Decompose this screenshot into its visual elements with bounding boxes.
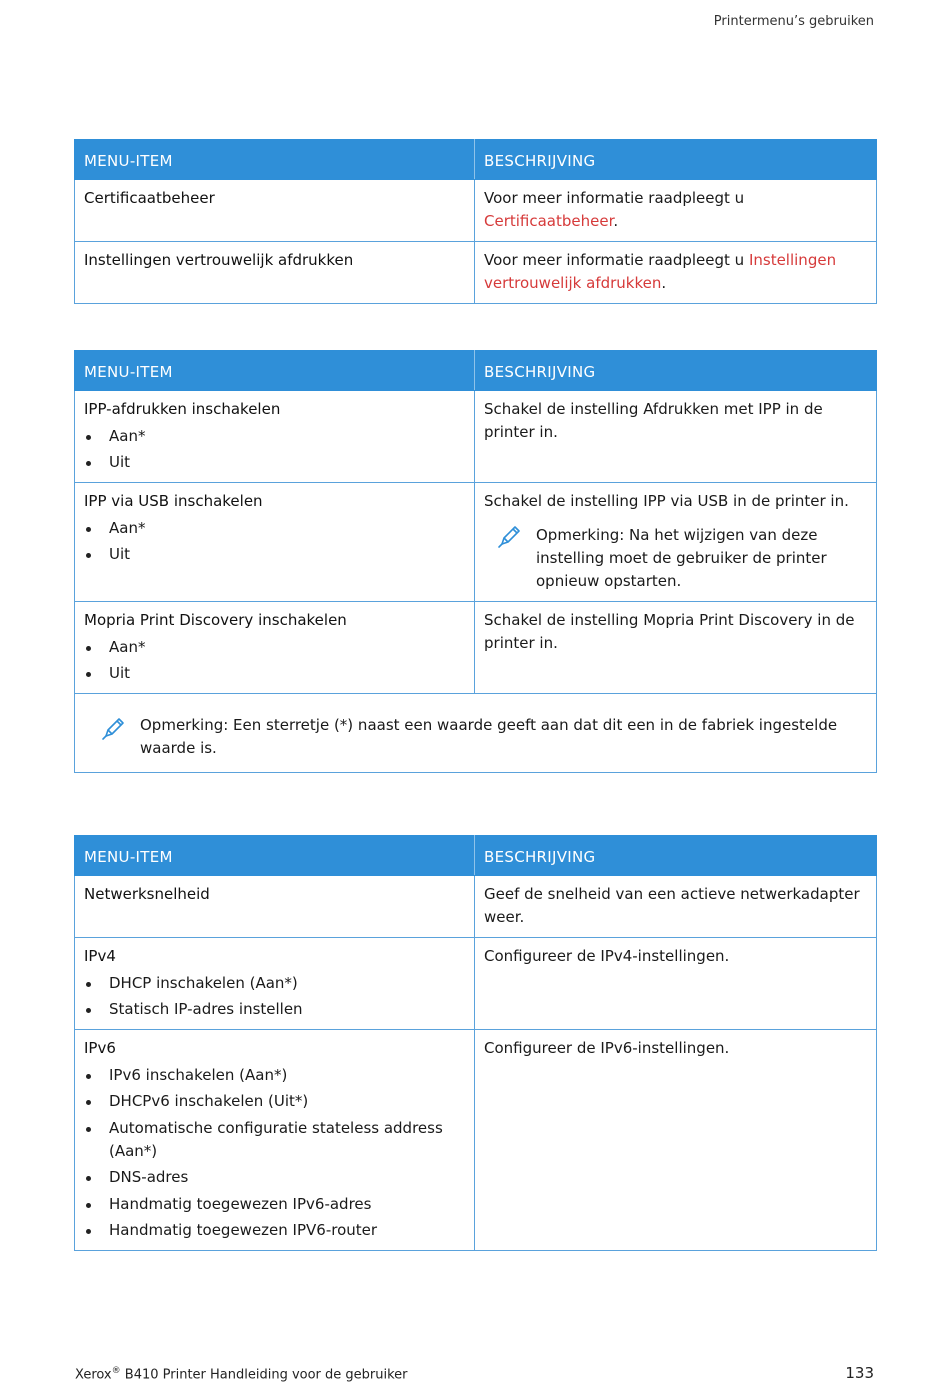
menu-table-network xyxy=(74,835,877,1251)
table-row xyxy=(75,938,877,1030)
menu-item-name: IPP-afdrukken inschakelen xyxy=(84,400,281,418)
description-text: Voor meer informatie raadpleegt u xyxy=(484,251,749,269)
cross-reference-link[interactable]: Instellingen vertrouwelijk afdrukken xyxy=(484,251,837,292)
description-punctuation: . xyxy=(661,274,667,292)
registered-mark: ® xyxy=(111,1366,121,1376)
menu-table-security xyxy=(74,139,877,304)
menu-item-cell xyxy=(75,876,475,938)
note-text: Opmerking: Een sterretje (*) naast een waarde geeft aan dat dit een in de fabriek ingestelde waarde is. xyxy=(140,716,838,757)
table-header-row xyxy=(75,140,877,180)
column-header-description: BESCHRIJVING xyxy=(475,351,877,391)
column-header-description: BESCHRIJVING xyxy=(475,836,877,876)
menu-item-cell xyxy=(75,602,475,694)
description-text: Configureer de IPv4-instellingen. xyxy=(484,947,730,965)
column-header-menu-item: MENU-ITEM xyxy=(75,140,475,180)
table-header-row xyxy=(75,836,877,876)
footer-document-title xyxy=(75,1366,408,1382)
description-cell xyxy=(475,602,877,694)
menu-item-name: Certificaatbeheer xyxy=(84,189,215,207)
option-item: Aan* xyxy=(84,517,465,540)
menu-item-cell xyxy=(75,242,475,304)
column-header-menu-item: MENU-ITEM xyxy=(75,351,475,391)
note-callout xyxy=(88,714,863,760)
column-header-menu-item: MENU-ITEM xyxy=(75,836,475,876)
menu-item-cell xyxy=(75,938,475,1030)
note-text: Opmerking: Na het wijzigen van deze instelling moet de gebruiker de printer opnieuw opstarten. xyxy=(536,526,827,590)
table-header-row xyxy=(75,351,877,391)
menu-item-cell xyxy=(75,180,475,242)
option-list xyxy=(84,425,465,475)
option-item: Uit xyxy=(84,543,465,566)
description-text: Schakel de instelling IPP via USB in de printer in. xyxy=(484,492,849,510)
table-footnote-row xyxy=(75,694,877,773)
running-header: Printermenu’s gebruiken xyxy=(713,14,874,29)
table-row xyxy=(75,242,877,304)
option-item: DHCP inschakelen (Aan*) xyxy=(84,972,465,995)
option-list xyxy=(84,972,465,1022)
option-list xyxy=(84,636,465,686)
description-text: Schakel de instelling Afdrukken met IPP in de printer in. xyxy=(484,400,823,441)
option-item: IPv6 inschakelen (Aan*) xyxy=(84,1064,465,1087)
menu-item-name: Mopria Print Discovery inschakelen xyxy=(84,611,347,629)
note-callout xyxy=(484,524,867,593)
table-row xyxy=(75,180,877,242)
option-item: Statisch IP-adres instellen xyxy=(84,998,465,1021)
menu-item-cell xyxy=(75,1030,475,1251)
description-text: Configureer de IPv6-instellingen. xyxy=(484,1039,730,1057)
description-cell xyxy=(475,242,877,304)
option-item: Uit xyxy=(84,662,465,685)
cross-reference-link[interactable]: Certificaatbeheer xyxy=(484,212,614,230)
menu-item-name: Instellingen vertrouwelijk afdrukken xyxy=(84,251,354,269)
table-row xyxy=(75,1030,877,1251)
footer-title: B410 Printer Handleiding voor de gebruiker xyxy=(120,1367,408,1383)
description-cell xyxy=(475,391,877,483)
description-text: Voor meer informatie raadpleegt u xyxy=(484,189,745,207)
option-item: Uit xyxy=(84,451,465,474)
description-text: Geef de snelheid van een actieve netwerkadapter weer. xyxy=(484,885,860,926)
pencil-icon xyxy=(100,714,128,742)
footer-brand: Xerox xyxy=(75,1367,112,1383)
table-row xyxy=(75,391,877,483)
description-punctuation: . xyxy=(613,212,619,230)
description-cell xyxy=(475,483,877,602)
option-item: Aan* xyxy=(84,425,465,448)
option-item: Aan* xyxy=(84,636,465,659)
option-item: DHCPv6 inschakelen (Uit*) xyxy=(84,1090,465,1113)
column-header-description: BESCHRIJVING xyxy=(475,140,877,180)
pencil-icon xyxy=(496,522,524,550)
option-list xyxy=(84,517,465,567)
menu-item-cell xyxy=(75,391,475,483)
description-text: Schakel de instelling Mopria Print Discovery in de printer in. xyxy=(484,611,855,652)
menu-table-ipp xyxy=(74,350,877,773)
option-item: DNS-adres xyxy=(84,1166,465,1189)
page-number: 133 xyxy=(845,1364,874,1382)
option-item: Handmatig toegewezen IPV6-router xyxy=(84,1219,465,1242)
description-cell xyxy=(475,938,877,1030)
option-item: Handmatig toegewezen IPv6-adres xyxy=(84,1193,465,1216)
menu-item-cell xyxy=(75,483,475,602)
description-cell xyxy=(475,876,877,938)
table-row xyxy=(75,483,877,602)
option-item: Automatische configuratie stateless address (Aan*) xyxy=(84,1117,465,1163)
menu-item-name: IPv4 xyxy=(84,947,116,965)
option-list xyxy=(84,1064,465,1243)
table-row xyxy=(75,602,877,694)
menu-item-name: IPv6 xyxy=(84,1039,116,1057)
description-cell xyxy=(475,180,877,242)
table-row xyxy=(75,876,877,938)
description-cell xyxy=(475,1030,877,1251)
menu-item-name: Netwerksnelheid xyxy=(84,885,210,903)
footnote-cell xyxy=(75,694,877,773)
menu-item-name: IPP via USB inschakelen xyxy=(84,492,263,510)
